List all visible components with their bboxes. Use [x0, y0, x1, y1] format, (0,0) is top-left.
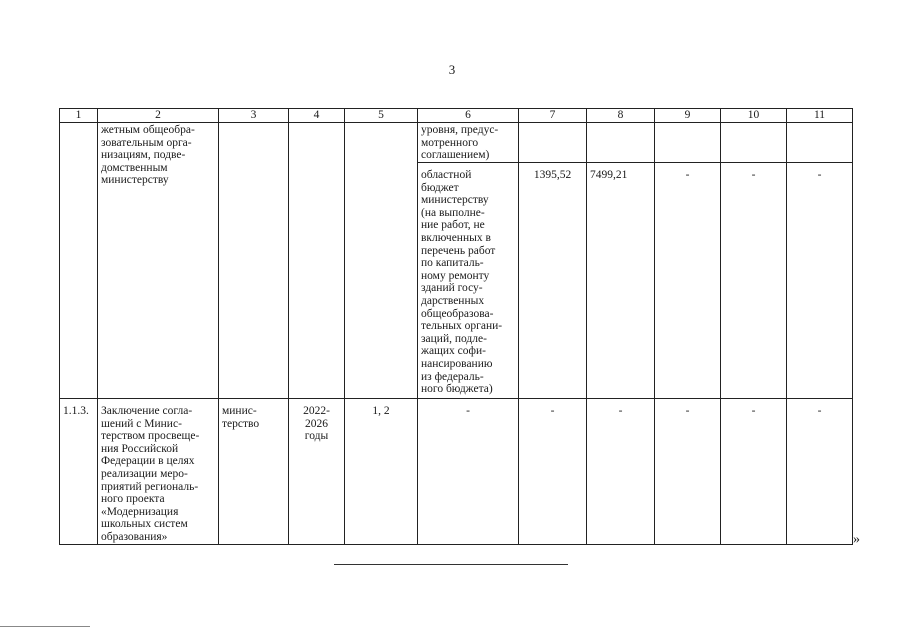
cell-continued-col4: [289, 123, 345, 399]
table-row-continued-1: [60, 123, 853, 163]
bottom-margin-line: [0, 626, 90, 627]
cell-continued-2-col11: -: [787, 163, 853, 399]
cell-item-113-col6: -: [418, 399, 519, 545]
header-col-11: 11: [787, 109, 853, 123]
cell-continued-1-col11: [787, 123, 853, 163]
header-col-6: 6: [418, 109, 519, 123]
header-row: [60, 109, 853, 123]
cell-item-113-number: 1.1.3.: [60, 399, 98, 545]
header-col-8: 8: [587, 109, 655, 123]
cell-item-113-col8: -: [587, 399, 655, 545]
header-col-1: 1: [60, 109, 98, 123]
cell-continued-funding-1: уровня, предус- мотренного соглашением): [418, 123, 519, 163]
header-col-7: 7: [519, 109, 587, 123]
cell-item-113-col9: -: [655, 399, 721, 545]
cell-continued-1-col10: [721, 123, 787, 163]
cell-continued-2-col10: -: [721, 163, 787, 399]
cell-continued-2-col9: -: [655, 163, 721, 399]
page-number: 3: [448, 62, 456, 77]
cell-continued-col1: [60, 123, 98, 399]
cell-item-113-executor: минис- терство: [219, 399, 289, 545]
header-col-5: 5: [345, 109, 418, 123]
header-col-9: 9: [655, 109, 721, 123]
cell-continued-1-col7: [519, 123, 587, 163]
cell-continued-1-col8: [587, 123, 655, 163]
cell-continued-col3: [219, 123, 289, 399]
cell-item-113-col10: -: [721, 399, 787, 545]
header-col-3: 3: [219, 109, 289, 123]
cell-item-113-description: Заключение согла- шений с Минис- терством просвеще- ния Российской Федерации в целях реализации меро- приятий региональ- ного проекта «Модернизация школьных систем образования»: [98, 399, 219, 545]
header-col-2: 2: [98, 109, 219, 123]
cell-item-113-col7: -: [519, 399, 587, 545]
cell-continued-col5: [345, 123, 418, 399]
table-row-item-113: [60, 399, 853, 545]
cell-item-113-col11: -: [787, 399, 853, 545]
cell-continued-description: жетным общеобра- зовательным орга- низациям, подве- домственным министерству: [98, 123, 219, 399]
footer-separator-line: [334, 564, 568, 565]
closing-quote: »: [853, 532, 860, 547]
cell-item-113-period: 2022- 2026 годы: [289, 399, 345, 545]
cell-continued-2-col8: 7499,21: [587, 163, 655, 399]
header-col-10: 10: [721, 109, 787, 123]
cell-continued-funding-2: областной бюджет министерству (на выполне- ние работ, не включенных в перечень работ по капиталь- ному ремонту зданий госу- дарственных общеобразова- тельных органи- заций, подле- жащих софи- нансированию из федераль- ного бюджета): [418, 163, 519, 399]
cell-item-113-indicators: 1, 2: [345, 399, 418, 545]
header-col-4: 4: [289, 109, 345, 123]
cell-continued-1-col9: [655, 123, 721, 163]
cell-continued-2-col7: 1395,52: [519, 163, 587, 399]
measures-table: [59, 108, 853, 545]
